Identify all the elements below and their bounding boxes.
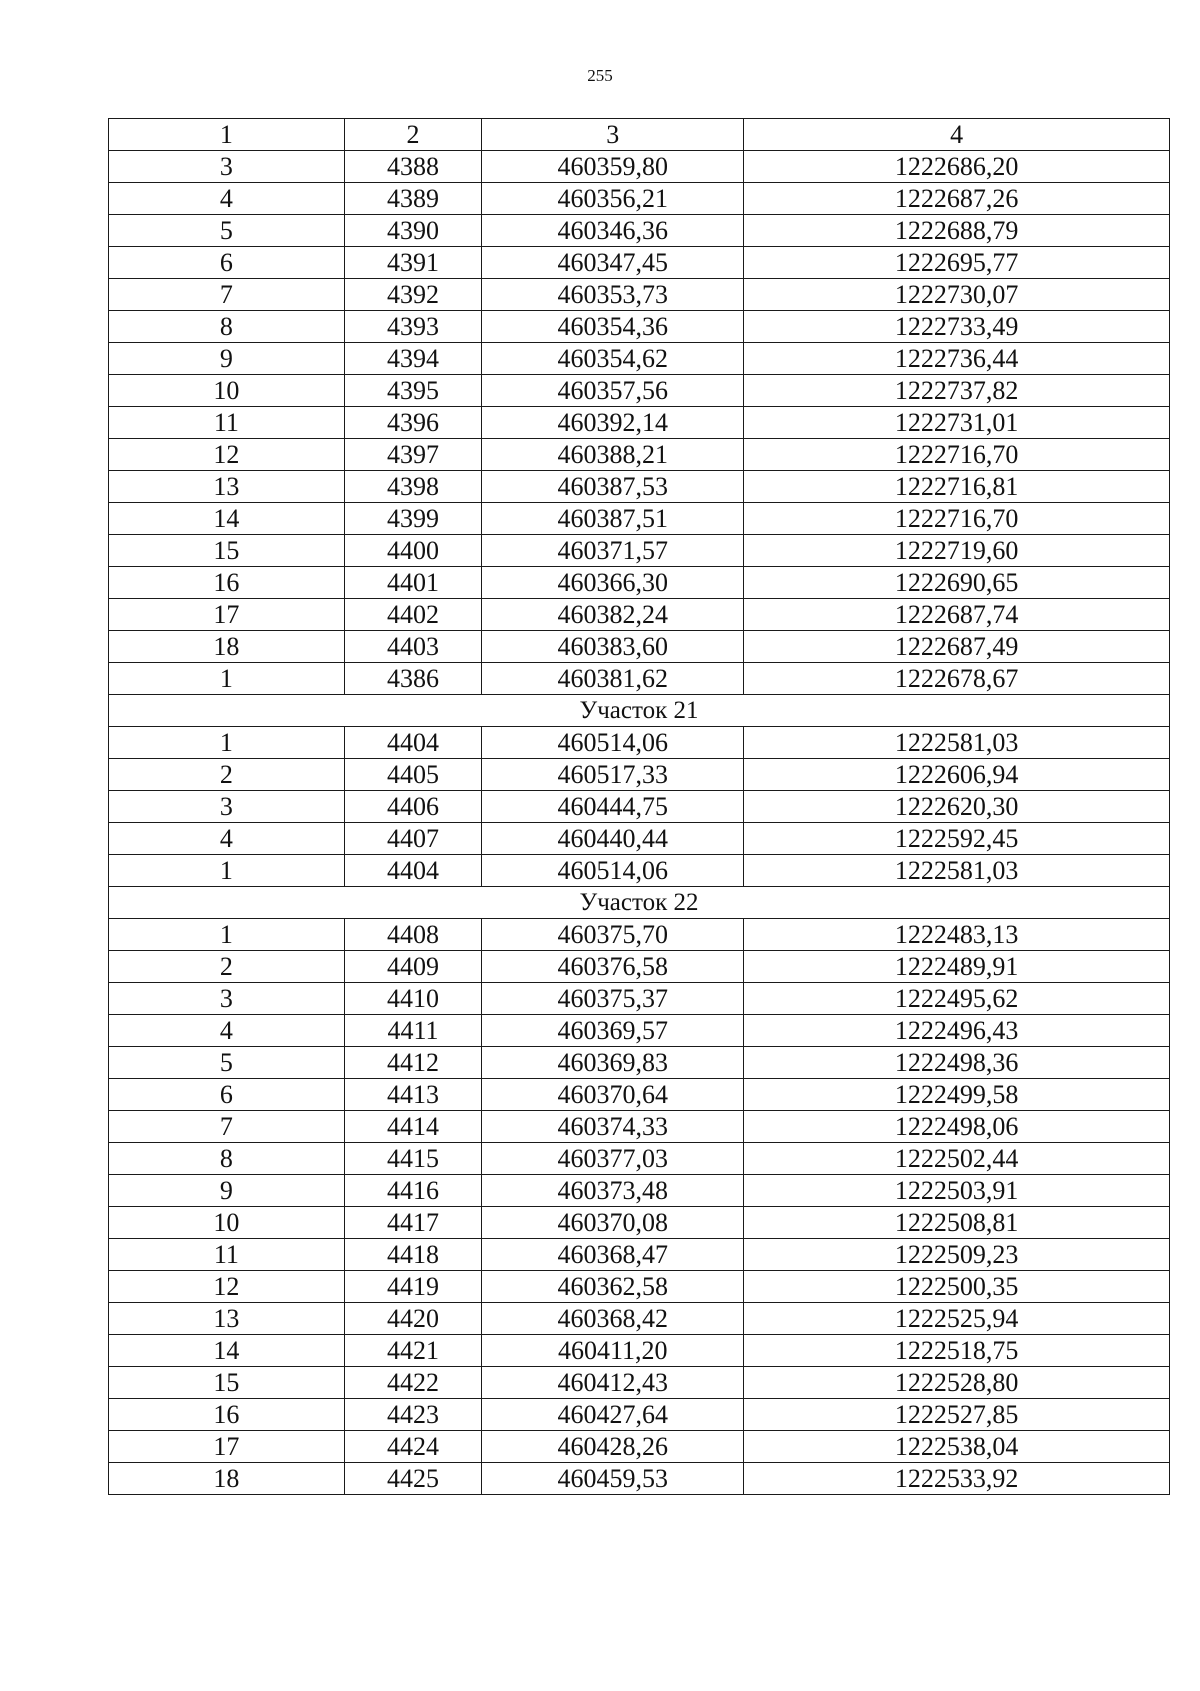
point-number-cell: 18 [109, 1463, 345, 1495]
x-coordinate-cell: 460359,80 [482, 151, 744, 183]
x-coordinate-cell: 460370,64 [482, 1079, 744, 1111]
x-coordinate-cell: 460357,56 [482, 375, 744, 407]
point-number-cell: 15 [109, 1367, 345, 1399]
point-number-cell: 13 [109, 1303, 345, 1335]
vertex-id-cell: 4386 [344, 663, 482, 695]
vertex-id-cell: 4413 [344, 1079, 482, 1111]
vertex-id-cell: 4393 [344, 311, 482, 343]
vertex-id-cell: 4394 [344, 343, 482, 375]
x-coordinate-cell: 460517,33 [482, 759, 744, 791]
table-row [109, 1207, 1170, 1239]
vertex-id-cell: 4408 [344, 919, 482, 951]
x-coordinate-cell: 460366,30 [482, 567, 744, 599]
table-row [109, 823, 1170, 855]
table-row [109, 1047, 1170, 1079]
table-row [109, 1175, 1170, 1207]
vertex-id-cell: 4392 [344, 279, 482, 311]
y-coordinate-cell: 1222509,23 [744, 1239, 1170, 1271]
y-coordinate-cell: 1222733,49 [744, 311, 1170, 343]
y-coordinate-cell: 1222737,82 [744, 375, 1170, 407]
y-coordinate-cell: 1222695,77 [744, 247, 1170, 279]
vertex-id-cell: 4406 [344, 791, 482, 823]
vertex-id-cell: 4411 [344, 1015, 482, 1047]
point-number-cell: 3 [109, 983, 345, 1015]
table-row [109, 151, 1170, 183]
x-coordinate-cell: 460392,14 [482, 407, 744, 439]
header-cell-col-4: 4 [744, 119, 1170, 151]
x-coordinate-cell: 460388,21 [482, 439, 744, 471]
y-coordinate-cell: 1222527,85 [744, 1399, 1170, 1431]
x-coordinate-cell: 460375,70 [482, 919, 744, 951]
y-coordinate-cell: 1222498,36 [744, 1047, 1170, 1079]
table-row [109, 599, 1170, 631]
table-row [109, 727, 1170, 759]
point-number-cell: 1 [109, 727, 345, 759]
table-row [109, 663, 1170, 695]
table-row [109, 279, 1170, 311]
point-number-cell: 6 [109, 1079, 345, 1111]
x-coordinate-cell: 460371,57 [482, 535, 744, 567]
vertex-id-cell: 4416 [344, 1175, 482, 1207]
table-row [109, 343, 1170, 375]
table-row [109, 1367, 1170, 1399]
section-title: Участок 21 [109, 695, 1170, 727]
y-coordinate-cell: 1222620,30 [744, 791, 1170, 823]
y-coordinate-cell: 1222502,44 [744, 1143, 1170, 1175]
x-coordinate-cell: 460411,20 [482, 1335, 744, 1367]
page-number: 255 [587, 66, 613, 85]
y-coordinate-cell: 1222533,92 [744, 1463, 1170, 1495]
vertex-id-cell: 4420 [344, 1303, 482, 1335]
vertex-id-cell: 4407 [344, 823, 482, 855]
table-row [109, 471, 1170, 503]
vertex-id-cell: 4398 [344, 471, 482, 503]
table-row [109, 1303, 1170, 1335]
x-coordinate-cell: 460514,06 [482, 855, 744, 887]
y-coordinate-cell: 1222496,43 [744, 1015, 1170, 1047]
vertex-id-cell: 4389 [344, 183, 482, 215]
point-number-cell: 1 [109, 663, 345, 695]
point-number-cell: 9 [109, 1175, 345, 1207]
x-coordinate-cell: 460459,53 [482, 1463, 744, 1495]
y-coordinate-cell: 1222736,44 [744, 343, 1170, 375]
point-number-cell: 12 [109, 439, 345, 471]
y-coordinate-cell: 1222528,80 [744, 1367, 1170, 1399]
point-number-cell: 3 [109, 791, 345, 823]
x-coordinate-cell: 460377,03 [482, 1143, 744, 1175]
table-row [109, 1463, 1170, 1495]
y-coordinate-cell: 1222606,94 [744, 759, 1170, 791]
x-coordinate-cell: 460370,08 [482, 1207, 744, 1239]
x-coordinate-cell: 460369,57 [482, 1015, 744, 1047]
point-number-cell: 13 [109, 471, 345, 503]
y-coordinate-cell: 1222731,01 [744, 407, 1170, 439]
y-coordinate-cell: 1222687,26 [744, 183, 1170, 215]
point-number-cell: 5 [109, 1047, 345, 1079]
point-number-cell: 4 [109, 823, 345, 855]
vertex-id-cell: 4390 [344, 215, 482, 247]
header-cell-col-3: 3 [482, 119, 744, 151]
point-number-cell: 2 [109, 951, 345, 983]
x-coordinate-cell: 460514,06 [482, 727, 744, 759]
x-coordinate-cell: 460387,53 [482, 471, 744, 503]
vertex-id-cell: 4418 [344, 1239, 482, 1271]
y-coordinate-cell: 1222581,03 [744, 727, 1170, 759]
x-coordinate-cell: 460387,51 [482, 503, 744, 535]
table-row [109, 215, 1170, 247]
point-number-cell: 11 [109, 407, 345, 439]
table-row [109, 759, 1170, 791]
vertex-id-cell: 4422 [344, 1367, 482, 1399]
vertex-id-cell: 4399 [344, 503, 482, 535]
y-coordinate-cell: 1222525,94 [744, 1303, 1170, 1335]
x-coordinate-cell: 460428,26 [482, 1431, 744, 1463]
y-coordinate-cell: 1222499,58 [744, 1079, 1170, 1111]
vertex-id-cell: 4401 [344, 567, 482, 599]
x-coordinate-cell: 460362,58 [482, 1271, 744, 1303]
x-coordinate-cell: 460427,64 [482, 1399, 744, 1431]
y-coordinate-cell: 1222483,13 [744, 919, 1170, 951]
point-number-cell: 14 [109, 1335, 345, 1367]
table-row [109, 183, 1170, 215]
x-coordinate-cell: 460381,62 [482, 663, 744, 695]
table-row [109, 1111, 1170, 1143]
point-number-cell: 10 [109, 1207, 345, 1239]
vertex-id-cell: 4419 [344, 1271, 482, 1303]
y-coordinate-cell: 1222716,70 [744, 503, 1170, 535]
point-number-cell: 18 [109, 631, 345, 663]
y-coordinate-cell: 1222687,74 [744, 599, 1170, 631]
y-coordinate-cell: 1222518,75 [744, 1335, 1170, 1367]
table-body [109, 119, 1170, 1495]
section-title: Участок 22 [109, 887, 1170, 919]
point-number-cell: 1 [109, 855, 345, 887]
table-row [109, 375, 1170, 407]
y-coordinate-cell: 1222581,03 [744, 855, 1170, 887]
x-coordinate-cell: 460368,47 [482, 1239, 744, 1271]
vertex-id-cell: 4402 [344, 599, 482, 631]
table-row [109, 535, 1170, 567]
vertex-id-cell: 4414 [344, 1111, 482, 1143]
point-number-cell: 8 [109, 311, 345, 343]
point-number-cell: 3 [109, 151, 345, 183]
vertex-id-cell: 4403 [344, 631, 482, 663]
y-coordinate-cell: 1222716,81 [744, 471, 1170, 503]
vertex-id-cell: 4404 [344, 855, 482, 887]
table-row [109, 567, 1170, 599]
x-coordinate-cell: 460383,60 [482, 631, 744, 663]
y-coordinate-cell: 1222688,79 [744, 215, 1170, 247]
x-coordinate-cell: 460368,42 [482, 1303, 744, 1335]
y-coordinate-cell: 1222719,60 [744, 535, 1170, 567]
x-coordinate-cell: 460354,62 [482, 343, 744, 375]
vertex-id-cell: 4388 [344, 151, 482, 183]
table-row [109, 1399, 1170, 1431]
y-coordinate-cell: 1222687,49 [744, 631, 1170, 663]
vertex-id-cell: 4423 [344, 1399, 482, 1431]
header-cell-col-1: 1 [109, 119, 345, 151]
table-row [109, 311, 1170, 343]
point-number-cell: 17 [109, 599, 345, 631]
coordinates-table [108, 118, 1170, 1495]
point-number-cell: 16 [109, 567, 345, 599]
point-number-cell: 8 [109, 1143, 345, 1175]
point-number-cell: 11 [109, 1239, 345, 1271]
header-row [109, 119, 1170, 151]
vertex-id-cell: 4409 [344, 951, 482, 983]
y-coordinate-cell: 1222498,06 [744, 1111, 1170, 1143]
table-row [109, 439, 1170, 471]
vertex-id-cell: 4397 [344, 439, 482, 471]
section-row [109, 887, 1170, 919]
table-row [109, 407, 1170, 439]
y-coordinate-cell: 1222730,07 [744, 279, 1170, 311]
vertex-id-cell: 4421 [344, 1335, 482, 1367]
x-coordinate-cell: 460356,21 [482, 183, 744, 215]
table-row [109, 983, 1170, 1015]
vertex-id-cell: 4424 [344, 1431, 482, 1463]
y-coordinate-cell: 1222489,91 [744, 951, 1170, 983]
point-number-cell: 9 [109, 343, 345, 375]
table-row [109, 855, 1170, 887]
vertex-id-cell: 4395 [344, 375, 482, 407]
table-row [109, 1271, 1170, 1303]
x-coordinate-cell: 460444,75 [482, 791, 744, 823]
point-number-cell: 7 [109, 279, 345, 311]
x-coordinate-cell: 460373,48 [482, 1175, 744, 1207]
point-number-cell: 14 [109, 503, 345, 535]
y-coordinate-cell: 1222678,67 [744, 663, 1170, 695]
x-coordinate-cell: 460369,83 [482, 1047, 744, 1079]
vertex-id-cell: 4417 [344, 1207, 482, 1239]
x-coordinate-cell: 460347,45 [482, 247, 744, 279]
section-row [109, 695, 1170, 727]
vertex-id-cell: 4404 [344, 727, 482, 759]
point-number-cell: 2 [109, 759, 345, 791]
table-row [109, 919, 1170, 951]
point-number-cell: 7 [109, 1111, 345, 1143]
y-coordinate-cell: 1222690,65 [744, 567, 1170, 599]
point-number-cell: 17 [109, 1431, 345, 1463]
x-coordinate-cell: 460412,43 [482, 1367, 744, 1399]
y-coordinate-cell: 1222538,04 [744, 1431, 1170, 1463]
point-number-cell: 1 [109, 919, 345, 951]
point-number-cell: 15 [109, 535, 345, 567]
vertex-id-cell: 4391 [344, 247, 482, 279]
vertex-id-cell: 4410 [344, 983, 482, 1015]
x-coordinate-cell: 460374,33 [482, 1111, 744, 1143]
table-row [109, 1015, 1170, 1047]
vertex-id-cell: 4396 [344, 407, 482, 439]
table-row [109, 247, 1170, 279]
vertex-id-cell: 4412 [344, 1047, 482, 1079]
x-coordinate-cell: 460353,73 [482, 279, 744, 311]
header-cell-col-2: 2 [344, 119, 482, 151]
x-coordinate-cell: 460376,58 [482, 951, 744, 983]
point-number-cell: 5 [109, 215, 345, 247]
y-coordinate-cell: 1222495,62 [744, 983, 1170, 1015]
y-coordinate-cell: 1222508,81 [744, 1207, 1170, 1239]
point-number-cell: 16 [109, 1399, 345, 1431]
table-row [109, 1239, 1170, 1271]
y-coordinate-cell: 1222686,20 [744, 151, 1170, 183]
vertex-id-cell: 4415 [344, 1143, 482, 1175]
y-coordinate-cell: 1222592,45 [744, 823, 1170, 855]
y-coordinate-cell: 1222716,70 [744, 439, 1170, 471]
table-row [109, 1431, 1170, 1463]
table-row [109, 1335, 1170, 1367]
vertex-id-cell: 4425 [344, 1463, 482, 1495]
point-number-cell: 12 [109, 1271, 345, 1303]
table-row [109, 503, 1170, 535]
point-number-cell: 4 [109, 1015, 345, 1047]
table-row [109, 1143, 1170, 1175]
x-coordinate-cell: 460440,44 [482, 823, 744, 855]
x-coordinate-cell: 460346,36 [482, 215, 744, 247]
table-row [109, 951, 1170, 983]
vertex-id-cell: 4400 [344, 535, 482, 567]
x-coordinate-cell: 460382,24 [482, 599, 744, 631]
point-number-cell: 4 [109, 183, 345, 215]
table-row [109, 631, 1170, 663]
y-coordinate-cell: 1222503,91 [744, 1175, 1170, 1207]
table-row [109, 1079, 1170, 1111]
x-coordinate-cell: 460354,36 [482, 311, 744, 343]
x-coordinate-cell: 460375,37 [482, 983, 744, 1015]
table-row [109, 791, 1170, 823]
point-number-cell: 6 [109, 247, 345, 279]
point-number-cell: 10 [109, 375, 345, 407]
y-coordinate-cell: 1222500,35 [744, 1271, 1170, 1303]
vertex-id-cell: 4405 [344, 759, 482, 791]
